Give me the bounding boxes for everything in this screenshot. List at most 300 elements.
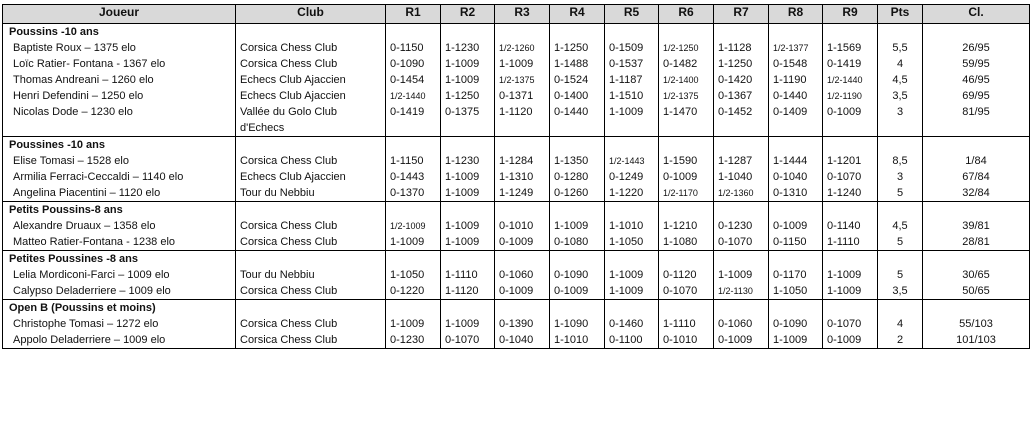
club-name: Corsica Chess Club (240, 58, 338, 70)
round-1-cell (386, 137, 441, 202)
cell-spacer (878, 202, 922, 218)
round-8-cell (769, 137, 823, 202)
round-result: 0-1400 (554, 90, 589, 102)
ranking-value: 101/103 (956, 334, 996, 346)
round-result: 0-1010 (663, 334, 698, 346)
cell-spacer (663, 251, 713, 267)
round-result: 0-1170 (773, 269, 807, 281)
cell-spacer (718, 251, 768, 267)
players-cell (3, 137, 236, 202)
round-8-cell (769, 300, 823, 349)
round-result: 0-1420 (718, 74, 753, 86)
round-result: 1/2-1377 (773, 43, 809, 53)
round-result: 1/2-1375 (663, 91, 699, 101)
round-result: 0-1009 (554, 285, 589, 297)
round-result: 0-1009 (499, 236, 534, 248)
round-result: 1-1120 (445, 285, 479, 297)
cell-spacer (445, 24, 494, 40)
round-result: 0-1090 (554, 269, 589, 281)
round-8-cell (769, 251, 823, 300)
round-result: 0-1009 (718, 334, 753, 346)
section-title: Petites Poussines -8 ans (9, 253, 138, 265)
cell-spacer (390, 251, 440, 267)
round-result: 1-1128 (718, 42, 752, 54)
header-joueur: Joueur (3, 5, 236, 24)
round-result: 1-1009 (499, 58, 534, 70)
player-name: Matteo Ratier-Fontana - 1238 elo (13, 236, 176, 248)
round-7-cell (714, 300, 769, 349)
round-result: 0-1009 (827, 334, 862, 346)
round-result: 1-1444 (773, 155, 808, 167)
round-result: 1/2-1375 (499, 75, 535, 85)
round-result: 1-1009 (609, 285, 644, 297)
round-result: 1-1190 (773, 74, 807, 86)
round-result: 1/2-1190 (827, 91, 862, 101)
round-5-cell (605, 24, 659, 137)
round-result: 0-1524 (554, 74, 589, 86)
section-row (3, 300, 1030, 349)
points-value: 3,5 (892, 285, 908, 297)
round-2-cell (441, 24, 495, 137)
round-result: 0-1452 (718, 106, 753, 118)
cell-spacer (827, 300, 877, 316)
round-result: 0-1010 (499, 220, 534, 232)
round-9-cell (823, 300, 878, 349)
round-result: 1-1250 (554, 42, 589, 54)
round-3-cell (495, 202, 550, 251)
cell-spacer (445, 251, 494, 267)
round-result: 0-1509 (609, 42, 644, 54)
round-4-cell (550, 137, 605, 202)
round-5-cell (605, 251, 659, 300)
section-row (3, 251, 1030, 300)
round-result: 1-1010 (609, 220, 644, 232)
player-name: Baptiste Roux – 1375 elo (13, 42, 136, 54)
round-7-cell (714, 202, 769, 251)
round-result: 1/2-1009 (390, 221, 426, 231)
header-r4: R4 (550, 5, 605, 24)
players-cell (3, 24, 236, 137)
round-2-cell (441, 137, 495, 202)
round-result: 1-1230 (445, 155, 480, 167)
round-4-cell (550, 202, 605, 251)
round-result: 0-1375 (445, 106, 480, 118)
cell-spacer (499, 251, 549, 267)
cell-spacer (878, 300, 922, 316)
cell-spacer (609, 202, 658, 218)
round-result: 1-1150 (390, 155, 424, 167)
round-result: 1-1090 (554, 318, 589, 330)
round-result: 0-1390 (499, 318, 534, 330)
round-result: 1-1310 (499, 171, 534, 183)
points-value: 4 (896, 318, 904, 330)
club-name: Corsica Chess Club (240, 318, 338, 330)
round-result: 1-1569 (827, 42, 862, 54)
cell-spacer (663, 300, 713, 316)
header-r5: R5 (605, 5, 659, 24)
round-result: 0-1070 (663, 285, 698, 297)
ranking-value: 55/103 (959, 318, 993, 330)
header-r6: R6 (659, 5, 714, 24)
points-cell (878, 251, 923, 300)
cell-spacer (609, 137, 658, 153)
ranking-value: 59/95 (962, 58, 990, 70)
round-result: 1-1287 (718, 155, 753, 167)
round-result: 1-1250 (718, 58, 753, 70)
cell-spacer (923, 137, 1029, 153)
round-result: 1-1009 (554, 220, 589, 232)
round-result: 0-1070 (827, 318, 862, 330)
club-name: Echecs Club Ajaccien (240, 90, 346, 102)
round-result: 1-1110 (445, 269, 478, 281)
round-7-cell (714, 251, 769, 300)
round-result: 1-1009 (445, 58, 480, 70)
round-result: 0-1443 (390, 171, 425, 183)
round-result: 0-1230 (718, 220, 753, 232)
round-result: 0-1090 (390, 58, 425, 70)
round-9-cell (823, 251, 878, 300)
cell-spacer (773, 137, 822, 153)
ranking-value: 1/84 (965, 155, 987, 167)
ranking-value: 81/95 (962, 106, 990, 118)
cell-spacer (445, 300, 494, 316)
points-cell (878, 24, 923, 137)
cell-spacer (554, 202, 604, 218)
ranking-value: 46/95 (962, 74, 990, 86)
section-row (3, 137, 1030, 202)
club-name: Corsica Chess Club (240, 334, 338, 346)
cell-spacer (923, 24, 1029, 40)
round-result: 0-1230 (390, 334, 425, 346)
cell-spacer (878, 137, 922, 153)
round-2-cell (441, 300, 495, 349)
cell-spacer (718, 202, 768, 218)
header-r1: R1 (386, 5, 441, 24)
round-result: 1-1187 (609, 74, 643, 86)
round-result: 1-1009 (445, 74, 480, 86)
cell-spacer (609, 251, 658, 267)
ranking-value: 30/65 (962, 269, 990, 281)
round-result: 1-1249 (499, 187, 534, 199)
round-7-cell (714, 137, 769, 202)
cell-spacer (554, 24, 604, 40)
section-title: Petits Poussins-8 ans (9, 204, 123, 216)
results-table (2, 4, 1030, 349)
round-3-cell (495, 137, 550, 202)
cell-spacer (773, 24, 822, 40)
cell-spacer (827, 202, 877, 218)
round-result: 0-1482 (663, 58, 698, 70)
round-result: 1/2-1260 (499, 43, 535, 53)
header-row (3, 5, 1030, 24)
round-result: 0-1140 (827, 220, 861, 232)
round-result: 1-1510 (609, 90, 644, 102)
round-2-cell (441, 202, 495, 251)
round-3-cell (495, 251, 550, 300)
round-result: 0-1419 (827, 58, 862, 70)
round-result: 1/2-1400 (663, 75, 699, 85)
round-result: 1-1080 (663, 236, 698, 248)
player-name: Armilia Ferraci-Ceccaldi – 1140 elo (13, 171, 184, 183)
cell-spacer (499, 137, 549, 153)
round-6-cell (659, 300, 714, 349)
round-result: 1-1009 (609, 106, 644, 118)
round-result: 1-1230 (445, 42, 480, 54)
cell-spacer (554, 251, 604, 267)
ranking-value: 50/65 (962, 285, 990, 297)
round-result: 0-1040 (773, 171, 808, 183)
round-result: 0-1070 (827, 171, 862, 183)
club-name: Tour du Nebbiu (240, 187, 315, 199)
round-result: 1-1009 (390, 318, 425, 330)
round-result: 0-1009 (773, 220, 808, 232)
round-result: 1-1009 (827, 269, 862, 281)
clubs-cell (236, 300, 386, 349)
round-result: 1-1009 (609, 269, 644, 281)
round-result: 1-1240 (827, 187, 862, 199)
club-name: d'Echecs (240, 122, 285, 134)
round-result: 0-1460 (609, 318, 644, 330)
round-result: 1-1050 (390, 269, 425, 281)
round-6-cell (659, 137, 714, 202)
round-3-cell (495, 300, 550, 349)
cell-spacer (445, 137, 494, 153)
round-result: 0-1009 (827, 106, 862, 118)
round-4-cell (550, 251, 605, 300)
points-value: 2 (896, 334, 904, 346)
round-result: 1-1009 (445, 236, 480, 248)
club-name: Echecs Club Ajaccien (240, 171, 346, 183)
points-value: 3 (896, 106, 904, 118)
clubs-cell (236, 24, 386, 137)
round-result: 0-1070 (445, 334, 480, 346)
cell-spacer (609, 24, 658, 40)
round-result: 1-1488 (554, 58, 589, 70)
round-8-cell (769, 24, 823, 137)
points-cell (878, 202, 923, 251)
section-row (3, 24, 1030, 137)
club-name: Corsica Chess Club (240, 42, 338, 54)
round-result: 0-1280 (554, 171, 589, 183)
round-result: 1/2-1440 (827, 75, 863, 85)
cell-spacer (827, 24, 877, 40)
round-result: 0-1040 (499, 334, 534, 346)
round-result: 1-1110 (827, 236, 860, 248)
round-result: 0-1249 (609, 171, 644, 183)
round-result: 1-1220 (609, 187, 644, 199)
player-name: Angelina Piacentini – 1120 elo (13, 187, 161, 199)
round-result: 1/2-1170 (663, 188, 698, 198)
ranking-cell (923, 251, 1030, 300)
round-9-cell (823, 24, 878, 137)
round-result: 0-1310 (773, 187, 808, 199)
round-result: 0-1370 (390, 187, 425, 199)
ranking-value: 67/84 (962, 171, 990, 183)
round-result: 1-1040 (718, 171, 753, 183)
cell-spacer (827, 251, 877, 267)
cell-spacer (240, 24, 385, 40)
points-value: 4,5 (892, 220, 908, 232)
round-6-cell (659, 251, 714, 300)
round-3-cell (495, 24, 550, 137)
header-r8: R8 (769, 5, 823, 24)
round-4-cell (550, 300, 605, 349)
section-title: Poussins -10 ans (9, 26, 99, 38)
player-name: Loïc Ratier- Fontana - 1367 elo (13, 58, 166, 70)
round-result: 1-1009 (718, 269, 753, 281)
round-result: 0-1060 (499, 269, 534, 281)
cell-spacer (554, 300, 604, 316)
player-name: Lelia Mordiconi-Farci – 1009 elo (13, 269, 170, 281)
cell-spacer (827, 137, 877, 153)
club-name: Corsica Chess Club (240, 285, 338, 297)
ranking-value: 39/81 (962, 220, 990, 232)
player-name: Appolo Deladerriere – 1009 elo (13, 334, 166, 346)
club-name: Tour du Nebbiu (240, 269, 315, 281)
player-name: Christophe Tomasi – 1272 elo (13, 318, 159, 330)
cell-spacer (773, 300, 822, 316)
round-result: 1-1250 (445, 90, 480, 102)
round-result: 0-1454 (390, 74, 425, 86)
points-value: 3,5 (892, 90, 908, 102)
round-result: 0-1060 (718, 318, 753, 330)
round-result: 1-1050 (773, 285, 808, 297)
round-result: 0-1548 (773, 58, 808, 70)
round-result: 0-1009 (499, 285, 534, 297)
round-result: 1-1201 (827, 155, 862, 167)
round-result: 1-1010 (554, 334, 589, 346)
player-name: Thomas Andreani – 1260 elo (13, 74, 154, 86)
round-result: 1-1009 (827, 285, 862, 297)
header-classement: Cl. (923, 5, 1030, 24)
cell-spacer (878, 251, 922, 267)
club-name: Echecs Club Ajaccien (240, 74, 346, 86)
round-result: 0-1367 (718, 90, 753, 102)
round-result: 0-1150 (390, 42, 424, 54)
points-value: 5 (896, 269, 904, 281)
points-value: 4,5 (892, 74, 908, 86)
header-r9: R9 (823, 5, 878, 24)
round-result: 1/2-1440 (390, 91, 426, 101)
cell-spacer (390, 137, 440, 153)
player-name: Alexandre Druaux – 1358 elo (13, 220, 156, 232)
round-result: 1-1050 (609, 236, 644, 248)
players-cell (3, 300, 236, 349)
cell-spacer (609, 300, 658, 316)
cell-spacer (773, 202, 822, 218)
ranking-value: 26/95 (962, 42, 990, 54)
player-name: Calypso Deladerriere – 1009 elo (13, 285, 171, 297)
header-r7: R7 (714, 5, 769, 24)
round-9-cell (823, 137, 878, 202)
round-result: 1-1110 (663, 318, 696, 330)
points-value: 4 (896, 58, 904, 70)
cell-spacer (773, 251, 822, 267)
round-result: 0-1260 (554, 187, 589, 199)
cell-spacer (923, 300, 1029, 316)
cell-spacer (718, 24, 768, 40)
player-name: Nicolas Dode – 1230 elo (13, 106, 133, 118)
round-result: 1/2-1130 (718, 286, 753, 296)
round-1-cell (386, 251, 441, 300)
points-value: 8,5 (892, 155, 908, 167)
players-cell (3, 251, 236, 300)
round-result: 1-1009 (445, 318, 480, 330)
points-value: 5 (896, 187, 904, 199)
section-title: Poussines -10 ans (9, 139, 105, 151)
round-result: 1-1284 (499, 155, 534, 167)
round-result: 1-1350 (554, 155, 589, 167)
cell-spacer (240, 202, 385, 218)
points-value: 3 (896, 171, 904, 183)
round-result: 0-1100 (609, 334, 643, 346)
round-6-cell (659, 202, 714, 251)
round-result: 1-1009 (445, 187, 480, 199)
header-r3: R3 (495, 5, 550, 24)
points-value: 5 (896, 236, 904, 248)
clubs-cell (236, 251, 386, 300)
ranking-cell (923, 137, 1030, 202)
ranking-value: 32/84 (962, 187, 990, 199)
round-4-cell (550, 24, 605, 137)
round-result: 1-1009 (773, 334, 808, 346)
players-cell (3, 202, 236, 251)
points-cell (878, 137, 923, 202)
cell-spacer (390, 300, 440, 316)
cell-spacer (390, 202, 440, 218)
results-body (3, 24, 1030, 349)
club-name: Corsica Chess Club (240, 155, 338, 167)
round-result: 1-1009 (445, 220, 480, 232)
round-result: 1/2-1250 (663, 43, 699, 53)
cell-spacer (390, 24, 440, 40)
points-value: 5,5 (892, 42, 908, 54)
cell-spacer (554, 137, 604, 153)
player-name: Henri Defendini – 1250 elo (13, 90, 144, 102)
round-result: 1-1590 (663, 155, 698, 167)
cell-spacer (240, 300, 385, 316)
cell-spacer (663, 202, 713, 218)
ranking-cell (923, 300, 1030, 349)
round-7-cell (714, 24, 769, 137)
round-result: 0-1440 (554, 106, 589, 118)
round-9-cell (823, 202, 878, 251)
round-result: 0-1150 (773, 236, 807, 248)
cell-spacer (499, 24, 549, 40)
round-8-cell (769, 202, 823, 251)
round-result: 1/2-1360 (718, 188, 754, 198)
round-result: 1-1470 (663, 106, 698, 118)
cell-spacer (718, 137, 768, 153)
round-result: 0-1409 (773, 106, 808, 118)
round-result: 0-1080 (554, 236, 589, 248)
round-result: 1-1120 (499, 106, 533, 118)
round-result: 1-1009 (445, 171, 480, 183)
round-result: 0-1090 (773, 318, 808, 330)
ranking-value: 69/95 (962, 90, 990, 102)
ranking-cell (923, 202, 1030, 251)
round-result: 1/2-1443 (609, 156, 645, 166)
round-5-cell (605, 202, 659, 251)
player-name: Elise Tomasi – 1528 elo (13, 155, 129, 167)
header-pts: Pts (878, 5, 923, 24)
round-result: 0-1537 (609, 58, 644, 70)
clubs-cell (236, 137, 386, 202)
round-result: 1-1210 (663, 220, 698, 232)
round-result: 0-1070 (718, 236, 753, 248)
round-result: 0-1419 (390, 106, 425, 118)
cell-spacer (878, 24, 922, 40)
